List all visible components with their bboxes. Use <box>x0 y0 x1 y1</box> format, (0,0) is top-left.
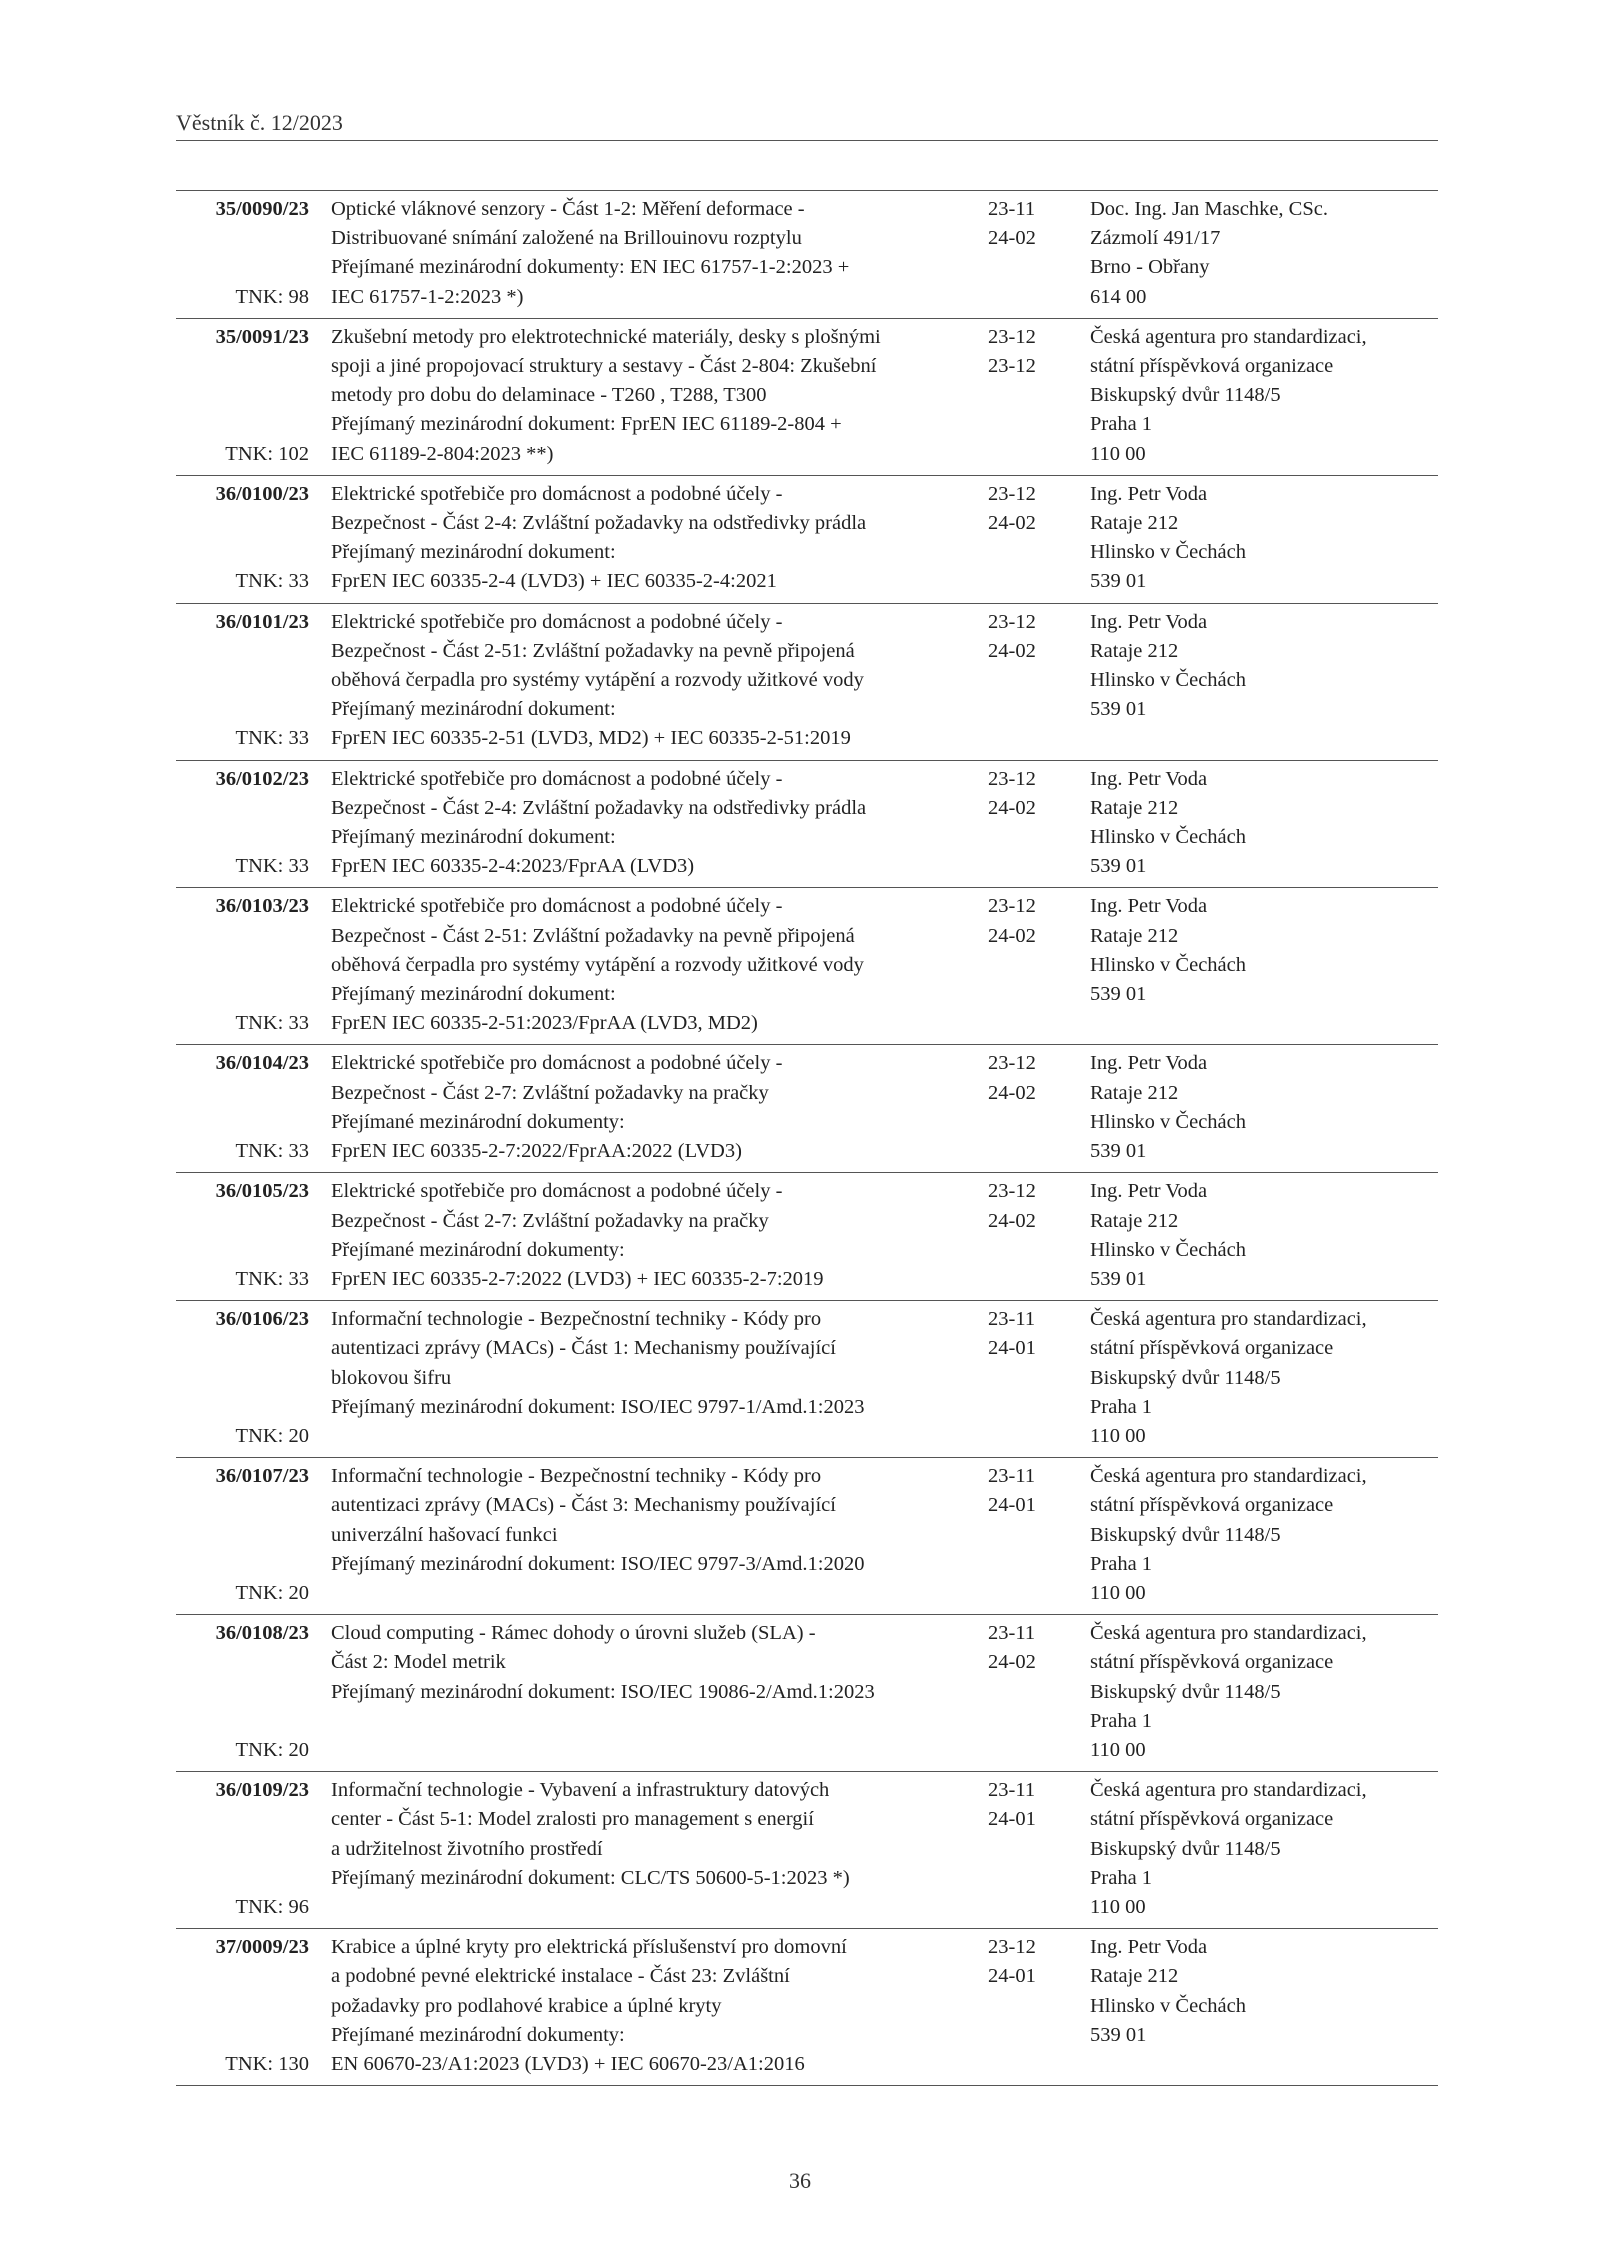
title-line: Krabice a úplné kryty pro elektrická příslušenství pro domovní <box>331 1936 847 1959</box>
contact-line: 110 00 <box>1090 442 1146 465</box>
contact-line: 539 01 <box>1090 2023 1147 2046</box>
contact-cell <box>1090 765 1438 882</box>
row-identifier-cell <box>176 892 331 1038</box>
row-identifier-cell <box>176 1049 331 1166</box>
contact-line: Česká agentura pro standardizaci, <box>1090 1308 1367 1331</box>
date-value: 24-01 <box>988 1337 1036 1360</box>
contact-line: 614 00 <box>1090 285 1147 308</box>
contact-line: 110 00 <box>1090 1738 1146 1761</box>
contact-line: Ing. Petr Voda <box>1090 1052 1208 1075</box>
contact-line: Ing. Petr Voda <box>1090 610 1208 633</box>
contact-cell <box>1090 892 1438 1038</box>
contact-line: Rataje 212 <box>1090 1209 1179 1232</box>
dates-cell <box>988 323 1090 469</box>
contact-cell <box>1090 480 1438 597</box>
title-line: Bezpečnost - Část 2-7: Zvláštní požadavky na pračky <box>331 1209 769 1232</box>
title-line: center - Část 5-1: Model zralosti pro management s energií <box>331 1808 814 1831</box>
title-line: IEC 61757-1-2:2023 *) <box>331 285 524 308</box>
tnk-number: TNK: 98 <box>235 285 309 308</box>
contact-cell <box>1090 1305 1438 1451</box>
tnk-number: TNK: 33 <box>235 1267 309 1290</box>
table-row <box>176 1045 1438 1173</box>
date-value: 23-12 <box>988 1052 1036 1075</box>
date-value: 23-12 <box>988 355 1036 378</box>
dates-cell <box>988 1619 1090 1765</box>
row-identifier-cell <box>176 1933 331 2079</box>
standards-table <box>176 190 1438 2086</box>
date-value: 24-01 <box>988 1808 1036 1831</box>
contact-line: Hlinsko v Čechách <box>1090 669 1246 692</box>
date-value: 23-12 <box>988 325 1036 348</box>
title-line: autentizaci zprávy (MACs) - Část 1: Mechanismy používající <box>331 1337 836 1360</box>
title-line: Cloud computing - Rámec dohody o úrovni služeb (SLA) - <box>331 1622 816 1645</box>
title-cell <box>331 1619 988 1765</box>
table-row <box>176 1458 1438 1615</box>
table-row <box>176 1173 1438 1301</box>
tnk-number: TNK: 33 <box>235 1012 309 1035</box>
title-line: Přejímaný mezinárodní dokument: ISO/IEC 9797-3/Amd.1:2020 <box>331 1552 865 1575</box>
title-cell <box>331 1462 988 1608</box>
date-value: 24-02 <box>988 639 1036 662</box>
contact-line: Praha 1 <box>1090 1709 1153 1732</box>
title-line: Bezpečnost - Část 2-51: Zvláštní požadavky na pevně připojená <box>331 924 855 947</box>
date-value: 23-11 <box>988 198 1036 220</box>
date-value: 23-12 <box>988 767 1036 790</box>
tnk-number: TNK: 33 <box>235 570 309 593</box>
contact-line: Praha 1 <box>1090 1866 1153 1889</box>
title-line: FprEN IEC 60335-2-7:2022/FprAA:2022 (LVD3) <box>331 1140 742 1163</box>
title-line: Elektrické spotřebiče pro domácnost a podobné účely - <box>331 610 783 633</box>
standard-number: 36/0102/23 <box>215 767 309 790</box>
standard-number: 37/0009/23 <box>215 1936 309 1959</box>
title-line: FprEN IEC 60335-2-4:2023/FprAA (LVD3) <box>331 855 695 878</box>
dates-cell <box>988 1776 1090 1922</box>
dates-cell <box>988 765 1090 882</box>
contact-line: Rataje 212 <box>1090 1081 1179 1104</box>
table-row <box>176 888 1438 1045</box>
date-value: 23-12 <box>988 1180 1036 1203</box>
date-value: 23-12 <box>988 482 1036 505</box>
title-line: Přejímané mezinárodní dokumenty: <box>331 1110 625 1133</box>
dates-cell <box>988 480 1090 597</box>
date-value: 24-02 <box>988 227 1036 250</box>
contact-line: Hlinsko v Čechách <box>1090 1110 1246 1133</box>
page-header: Věstník č. 12/2023 <box>176 110 1438 141</box>
contact-line: Rataje 212 <box>1090 639 1179 662</box>
title-line: Informační technologie - Bezpečnostní techniky - Kódy pro <box>331 1465 822 1488</box>
contact-line: Ing. Petr Voda <box>1090 1180 1208 1203</box>
title-cell <box>331 480 988 597</box>
date-value: 23-11 <box>988 1622 1036 1645</box>
title-line: a podobné pevné elektrické instalace - Část 23: Zvláštní <box>331 1965 790 1988</box>
date-value: 23-11 <box>988 1465 1036 1488</box>
standard-number: 35/0090/23 <box>215 198 309 220</box>
row-identifier-cell <box>176 1776 331 1922</box>
table-row <box>176 191 1438 319</box>
title-line: spoji a jiné propojovací struktury a sestavy - Část 2-804: Zkušební <box>331 355 877 378</box>
title-line: Přejímaný mezinárodní dokument: ISO/IEC 9797-1/Amd.1:2023 <box>331 1395 865 1418</box>
title-line: autentizaci zprávy (MACs) - Část 3: Mechanismy používající <box>331 1494 836 1517</box>
row-identifier-cell <box>176 765 331 882</box>
contact-line: Česká agentura pro standardizaci, <box>1090 1622 1367 1645</box>
contact-line: Ing. Petr Voda <box>1090 767 1208 790</box>
dates-cell <box>988 892 1090 1038</box>
row-identifier-cell <box>176 480 331 597</box>
title-cell <box>331 765 988 882</box>
title-line: požadavky pro podlahové krabice a úplné kryty <box>331 1994 722 2017</box>
contact-line: státní příspěvková organizace <box>1090 1651 1334 1674</box>
date-value: 23-11 <box>988 1779 1036 1802</box>
contact-line: Česká agentura pro standardizaci, <box>1090 1779 1367 1802</box>
standard-number: 36/0100/23 <box>215 482 309 505</box>
row-identifier-cell <box>176 1305 331 1451</box>
table-row <box>176 1301 1438 1458</box>
standard-number: 36/0103/23 <box>215 895 309 918</box>
date-value: 24-02 <box>988 1081 1036 1104</box>
title-cell <box>331 608 988 754</box>
date-value: 23-12 <box>988 895 1036 918</box>
contact-line: Rataje 212 <box>1090 1965 1179 1988</box>
contact-line: 539 01 <box>1090 698 1147 721</box>
tnk-number: TNK: 96 <box>235 1895 309 1918</box>
contact-cell <box>1090 1049 1438 1166</box>
date-value: 23-12 <box>988 1936 1036 1959</box>
contact-cell <box>1090 1177 1438 1294</box>
title-line: Optické vláknové senzory - Část 1-2: Měření deformace - <box>331 198 805 220</box>
row-identifier-cell <box>176 1177 331 1294</box>
title-line: IEC 61189-2-804:2023 **) <box>331 442 554 465</box>
contact-line: Ing. Petr Voda <box>1090 895 1208 918</box>
contact-line: Hlinsko v Čechách <box>1090 826 1246 849</box>
contact-line: 539 01 <box>1090 855 1147 878</box>
tnk-number: TNK: 102 <box>225 442 309 465</box>
contact-line: 539 01 <box>1090 1140 1147 1163</box>
contact-line: Česká agentura pro standardizaci, <box>1090 325 1367 348</box>
title-line: Přejímaný mezinárodní dokument: <box>331 698 616 721</box>
tnk-number: TNK: 130 <box>225 2052 309 2075</box>
contact-line: Rataje 212 <box>1090 796 1179 819</box>
contact-line: Ing. Petr Voda <box>1090 1936 1208 1959</box>
standard-number: 35/0091/23 <box>215 325 309 348</box>
tnk-number: TNK: 33 <box>235 1140 309 1163</box>
title-line: Bezpečnost - Část 2-51: Zvláštní požadavky na pevně připojená <box>331 639 855 662</box>
dates-cell <box>988 1305 1090 1451</box>
contact-cell <box>1090 1776 1438 1922</box>
contact-line: Hlinsko v Čechách <box>1090 541 1246 564</box>
contact-line: Ing. Petr Voda <box>1090 482 1208 505</box>
title-line: oběhová čerpadla pro systémy vytápění a rozvody užitkové vody <box>331 669 864 692</box>
date-value: 24-02 <box>988 1209 1036 1232</box>
contact-line: státní příspěvková organizace <box>1090 1494 1334 1517</box>
contact-line: Praha 1 <box>1090 1552 1153 1575</box>
title-line: Přejímaný mezinárodní dokument: ISO/IEC 19086-2/Amd.1:2023 <box>331 1680 875 1703</box>
title-line: Přejímaný mezinárodní dokument: CLC/TS 50600-5-1:2023 *) <box>331 1866 850 1889</box>
contact-cell <box>1090 608 1438 754</box>
title-line: Bezpečnost - Část 2-7: Zvláštní požadavky na pračky <box>331 1081 769 1104</box>
row-identifier-cell <box>176 1462 331 1608</box>
dates-cell <box>988 608 1090 754</box>
title-line: Elektrické spotřebiče pro domácnost a podobné účely - <box>331 767 783 790</box>
table-row <box>176 1929 1438 2086</box>
table-row <box>176 319 1438 476</box>
contact-line: Biskupský dvůr 1148/5 <box>1090 1366 1281 1389</box>
date-value: 23-12 <box>988 610 1036 633</box>
contact-line: Biskupský dvůr 1148/5 <box>1090 1837 1281 1860</box>
title-line: a udržitelnost životního prostředí <box>331 1837 603 1860</box>
standard-number: 36/0101/23 <box>215 610 309 633</box>
contact-line: Praha 1 <box>1090 1395 1153 1418</box>
title-line: Přejímaný mezinárodní dokument: FprEN IEC 61189-2-804 + <box>331 413 842 436</box>
contact-cell <box>1090 195 1438 312</box>
title-cell <box>331 323 988 469</box>
title-line: Přejímané mezinárodní dokumenty: <box>331 2023 625 2046</box>
contact-line: Česká agentura pro standardizaci, <box>1090 1465 1367 1488</box>
title-line: Přejímaný mezinárodní dokument: <box>331 983 616 1006</box>
contact-line: Biskupský dvůr 1148/5 <box>1090 384 1281 407</box>
contact-line: Zázmolí 491/17 <box>1090 227 1221 250</box>
contact-line: Rataje 212 <box>1090 512 1179 535</box>
standard-number: 36/0108/23 <box>215 1622 309 1645</box>
table-row <box>176 1615 1438 1772</box>
title-line: oběhová čerpadla pro systémy vytápění a rozvody užitkové vody <box>331 953 864 976</box>
contact-line: Hlinsko v Čechách <box>1090 1238 1246 1261</box>
title-cell <box>331 892 988 1038</box>
title-line: Zkušební metody pro elektrotechnické materiály, desky s plošnými <box>331 325 881 348</box>
standard-number: 36/0109/23 <box>215 1779 309 1802</box>
table-row <box>176 761 1438 889</box>
title-line: Část 2: Model metrik <box>331 1651 506 1674</box>
dates-cell <box>988 1462 1090 1608</box>
title-line: FprEN IEC 60335-2-4 (LVD3) + IEC 60335-2-4:2021 <box>331 570 777 593</box>
title-line: Bezpečnost - Část 2-4: Zvláštní požadavky na odstředivky prádla <box>331 512 867 535</box>
contact-line: Rataje 212 <box>1090 924 1179 947</box>
title-line: Přejímané mezinárodní dokumenty: EN IEC 61757-1-2:2023 + <box>331 256 850 279</box>
tnk-number: TNK: 33 <box>235 727 309 750</box>
title-line: Distribuované snímání založené na Brillouinovu rozptylu <box>331 227 802 250</box>
contact-line: Biskupský dvůr 1148/5 <box>1090 1523 1281 1546</box>
title-line: Přejímané mezinárodní dokumenty: <box>331 1238 625 1261</box>
title-line: univerzální hašovací funkci <box>331 1523 558 1546</box>
date-value: 24-02 <box>988 512 1036 535</box>
contact-line: 110 00 <box>1090 1895 1146 1918</box>
date-value: 24-02 <box>988 796 1036 819</box>
date-value: 24-01 <box>988 1965 1036 1988</box>
title-line: Přejímaný mezinárodní dokument: <box>331 541 616 564</box>
contact-cell <box>1090 1933 1438 2079</box>
title-line: FprEN IEC 60335-2-51 (LVD3, MD2) + IEC 60335-2-51:2019 <box>331 727 851 750</box>
row-identifier-cell <box>176 608 331 754</box>
table-row <box>176 604 1438 761</box>
contact-line: Brno - Obřany <box>1090 256 1210 279</box>
tnk-number: TNK: 20 <box>235 1738 309 1761</box>
standard-number: 36/0107/23 <box>215 1465 309 1488</box>
date-value: 23-11 <box>988 1308 1036 1331</box>
contact-line: Biskupský dvůr 1148/5 <box>1090 1680 1281 1703</box>
title-line: FprEN IEC 60335-2-51:2023/FprAA (LVD3, MD2) <box>331 1012 758 1035</box>
title-cell <box>331 1177 988 1294</box>
date-value: 24-02 <box>988 1651 1036 1674</box>
date-value: 24-02 <box>988 924 1036 947</box>
row-identifier-cell <box>176 323 331 469</box>
contact-line: 539 01 <box>1090 983 1147 1006</box>
contact-line: státní příspěvková organizace <box>1090 355 1334 378</box>
title-line: Elektrické spotřebiče pro domácnost a podobné účely - <box>331 1052 783 1075</box>
dates-cell <box>988 1933 1090 2079</box>
contact-line: Hlinsko v Čechách <box>1090 953 1246 976</box>
contact-line: 539 01 <box>1090 570 1147 593</box>
tnk-number: TNK: 33 <box>235 855 309 878</box>
dates-cell <box>988 195 1090 312</box>
title-line: Přejímaný mezinárodní dokument: <box>331 826 616 849</box>
contact-line: 539 01 <box>1090 1267 1147 1290</box>
row-identifier-cell <box>176 1619 331 1765</box>
title-line: Informační technologie - Vybavení a infrastruktury datových <box>331 1779 830 1802</box>
title-line: Informační technologie - Bezpečnostní techniky - Kódy pro <box>331 1308 822 1331</box>
title-line: blokovou šifru <box>331 1366 452 1389</box>
contact-line: státní příspěvková organizace <box>1090 1808 1334 1831</box>
date-value: 24-01 <box>988 1494 1036 1517</box>
standard-number: 36/0104/23 <box>215 1052 309 1075</box>
contact-line: státní příspěvková organizace <box>1090 1337 1334 1360</box>
title-cell <box>331 1305 988 1451</box>
standard-number: 36/0105/23 <box>215 1180 309 1203</box>
title-line: metody pro dobu do delaminace - T260 , T288, T300 <box>331 384 767 407</box>
title-cell <box>331 1933 988 2079</box>
row-identifier-cell <box>176 195 331 312</box>
contact-cell <box>1090 323 1438 469</box>
title-line: FprEN IEC 60335-2-7:2022 (LVD3) + IEC 60335-2-7:2019 <box>331 1267 824 1290</box>
table-row <box>176 1772 1438 1929</box>
tnk-number: TNK: 20 <box>235 1581 309 1604</box>
title-cell <box>331 1049 988 1166</box>
tnk-number: TNK: 20 <box>235 1424 309 1447</box>
title-line: EN 60670-23/A1:2023 (LVD3) + IEC 60670-23/A1:2016 <box>331 2052 805 2075</box>
title-line: Bezpečnost - Část 2-4: Zvláštní požadavky na odstředivky prádla <box>331 796 867 819</box>
title-line: Elektrické spotřebiče pro domácnost a podobné účely - <box>331 1180 783 1203</box>
title-line: Elektrické spotřebiče pro domácnost a podobné účely - <box>331 895 783 918</box>
contact-line: Hlinsko v Čechách <box>1090 1994 1246 2017</box>
dates-cell <box>988 1177 1090 1294</box>
contact-line: 110 00 <box>1090 1581 1146 1604</box>
contact-cell <box>1090 1462 1438 1608</box>
dates-cell <box>988 1049 1090 1166</box>
standard-number: 36/0106/23 <box>215 1308 309 1331</box>
title-cell <box>331 195 988 312</box>
contact-line: Doc. Ing. Jan Maschke, CSc. <box>1090 198 1328 220</box>
contact-cell <box>1090 1619 1438 1765</box>
page-number: 36 <box>789 2168 811 2193</box>
title-line: Elektrické spotřebiče pro domácnost a podobné účely - <box>331 482 783 505</box>
contact-line: Praha 1 <box>1090 413 1153 436</box>
table-row <box>176 476 1438 604</box>
contact-line: 110 00 <box>1090 1424 1146 1447</box>
title-cell <box>331 1776 988 1922</box>
